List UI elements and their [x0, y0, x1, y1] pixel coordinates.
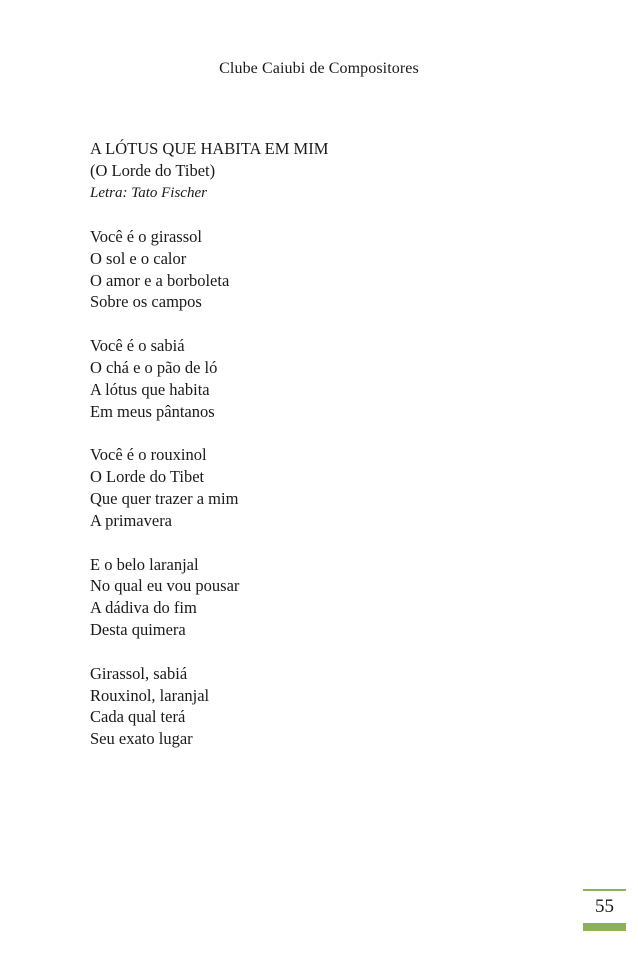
- stanza: [90, 554, 550, 641]
- lyric-line: Você é o girassol: [90, 227, 202, 246]
- lyric-line: O amor e a borboleta: [90, 270, 230, 290]
- footer-rule-bottom: [583, 923, 626, 931]
- running-header: Clube Caiubi de Compositores: [219, 60, 419, 77]
- lyric-line: O chá e o pão de ló: [90, 357, 218, 377]
- lyric-line: A primavera: [90, 510, 173, 530]
- lyric-line: O sol e o calor: [90, 248, 187, 268]
- lyric-line: Em meus pântanos: [90, 401, 215, 421]
- lyric-line: Girassol, sabiá: [90, 663, 188, 683]
- stanza: [90, 335, 550, 422]
- page-number: 55: [595, 896, 614, 917]
- lyric-line: Sobre os campos: [90, 292, 202, 312]
- song-subtitle: (O Lorde do Tibet): [90, 161, 216, 180]
- stanza: [90, 226, 550, 313]
- lyric-line: Que quer trazer a mim: [90, 488, 239, 508]
- lyric-line: O Lorde do Tibet: [90, 467, 205, 487]
- footer-rule-top: [583, 889, 626, 891]
- lyric-line: Seu exato lugar: [90, 729, 193, 749]
- lyric-line: A dádiva do fim: [90, 598, 197, 618]
- stanza: [90, 663, 550, 750]
- song-content: [90, 138, 550, 750]
- lyric-line: E o belo laranjal: [90, 554, 199, 574]
- song-title: A LÓTUS QUE HABITA EM MIM: [90, 139, 329, 158]
- song-credit: Letra: Tato Fischer: [90, 185, 207, 201]
- lyric-line: Rouxinol, laranjal: [90, 685, 210, 705]
- lyric-line: Você é o rouxinol: [90, 445, 207, 465]
- lyric-line: Você é o sabiá: [90, 336, 185, 356]
- lyric-line: Cada qual terá: [90, 707, 186, 727]
- lyric-line: No qual eu vou pousar: [90, 576, 240, 596]
- lyric-line: A lótus que habita: [90, 379, 210, 399]
- stanza: [90, 444, 550, 531]
- lyric-line: Desta quimera: [90, 619, 186, 639]
